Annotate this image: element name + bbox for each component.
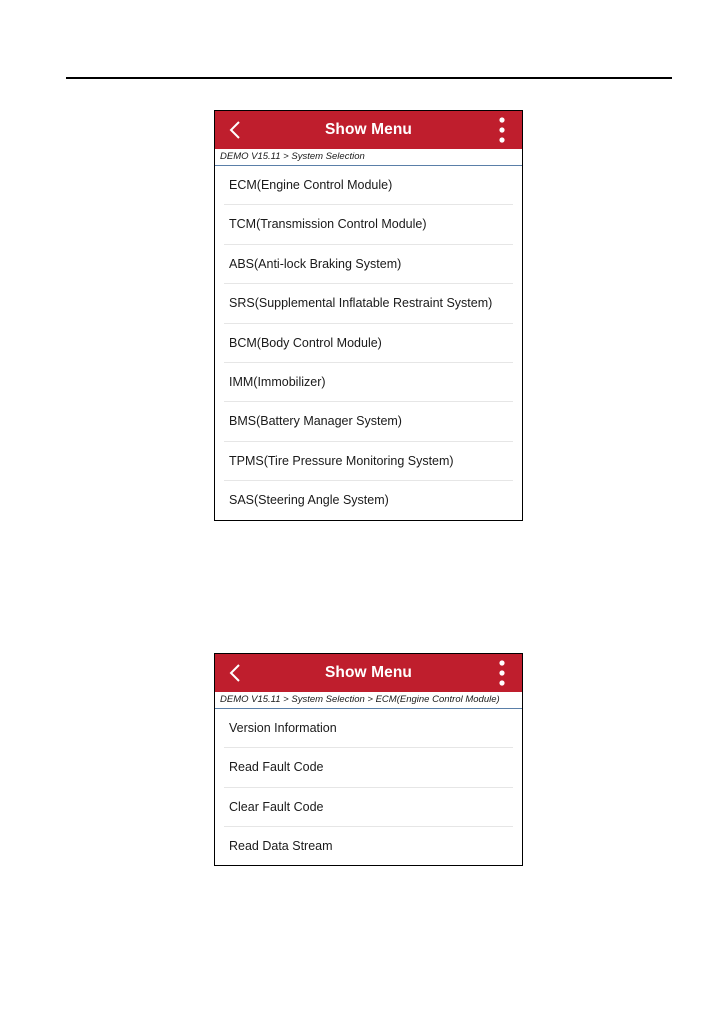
title-bar (215, 111, 522, 149)
list-item-ecm[interactable]: ECM(Engine Control Module) (224, 166, 513, 205)
breadcrumb: DEMO V15.11 > System Selection (215, 149, 522, 166)
title-bar (215, 654, 522, 692)
back-arrow-icon (229, 663, 241, 683)
list-item-tpms[interactable]: TPMS(Tire Pressure Monitoring System) (224, 442, 513, 481)
list-item-srs[interactable]: SRS(Supplemental Inflatable Restraint System) (224, 284, 513, 323)
list-item-clear-fault-code[interactable]: Clear Fault Code (224, 788, 513, 827)
page-title: Show Menu (324, 121, 412, 138)
more-vertical-icon (499, 117, 505, 143)
list-item-bms[interactable]: BMS(Battery Manager System) (224, 402, 513, 441)
list-item-read-data-stream[interactable]: Read Data Stream (229, 839, 333, 854)
function-list (215, 709, 522, 866)
more-menu-button[interactable] (490, 654, 514, 692)
list-item-version-information[interactable]: Version Information (224, 709, 513, 748)
list-item-bcm[interactable]: BCM(Body Control Module) (224, 324, 513, 363)
list-item-read-fault-code[interactable]: Read Fault Code (224, 748, 513, 787)
page-title: Show Menu (324, 664, 412, 681)
more-vertical-icon (499, 660, 505, 686)
back-button[interactable] (223, 111, 247, 149)
list-item-tcm[interactable]: TCM(Transmission Control Module) (224, 205, 513, 244)
list-item-imm[interactable]: IMM(Immobilizer) (224, 363, 513, 402)
screen-system-selection (214, 110, 523, 521)
document-rule (66, 77, 672, 79)
breadcrumb: DEMO V15.11 > System Selection > ECM(Engine Control Module) (215, 692, 522, 709)
list-item-sas[interactable]: SAS(Steering Angle System) (229, 493, 389, 508)
more-menu-button[interactable] (490, 111, 514, 149)
back-arrow-icon (229, 120, 241, 140)
system-list (215, 166, 522, 521)
list-item-abs[interactable]: ABS(Anti-lock Braking System) (224, 245, 513, 284)
back-button[interactable] (223, 654, 247, 692)
screen-ecm-functions (214, 653, 523, 866)
